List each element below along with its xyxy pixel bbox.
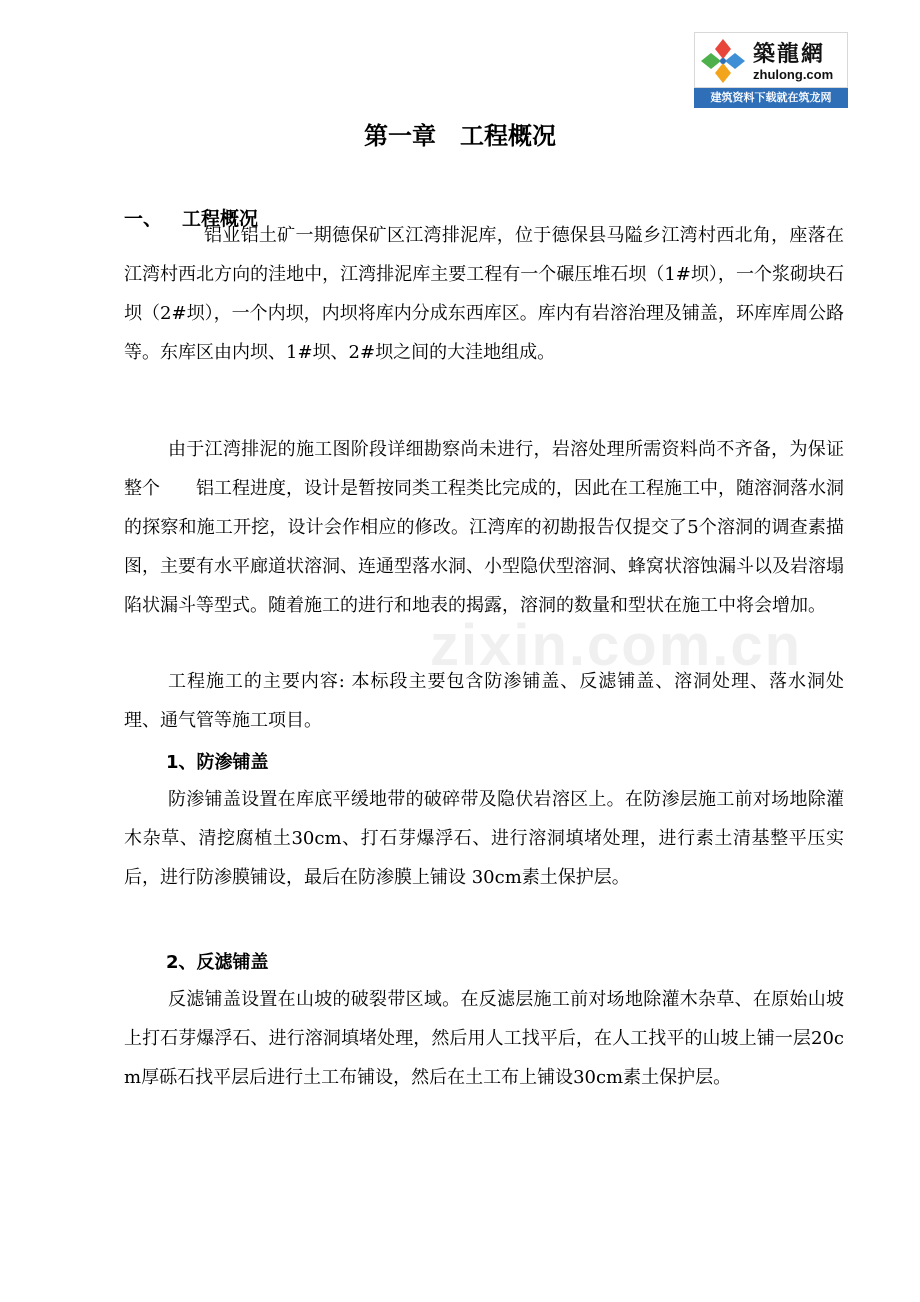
section-number: 一、 bbox=[124, 208, 163, 230]
logo-panel bbox=[694, 32, 848, 88]
paragraph-filter-blanket: 反滤铺盖设置在山坡的破裂带区域。在反滤层施工前对场地除灌木杂草、在原始山坡上打石芽爆浮石、进行溶洞填堵处理，然后用人工找平后，在人工找平的山坡上铺一层20cm厚砾石找平层后进行土工布铺设，然后在土工布上铺设30cm素土保护层。 bbox=[124, 989, 844, 1088]
paragraph-karst-survey: 由于江湾排泥的施工图阶段详细勘察尚未进行，岩溶处理所需资料尚不齐备，为保证整个 铝工程进度，设计是暂按同类工程类比完成的，因此在工程施工中，随溶洞落水洞的探察和施工开挖，设计会作相应的修改。江湾库的初勘报告仅提交了5个溶洞的调查素描图，主要有水平廊道状溶洞、连通型落水洞、小型隐伏型溶洞、蜂窝状溶蚀漏斗以及岩溶塌陷状漏斗等型式。随着施工的进行和地表的揭露，溶洞的数量和型状在施工中将会增加。 bbox=[124, 439, 844, 616]
paragraph-main-content: 工程施工的主要内容: 本标段主要包含防渗铺盖、反滤铺盖、溶洞处理、落水洞处理、通气管等施工项目。 bbox=[124, 671, 844, 731]
chapter-title: 第一章 工程概况 bbox=[364, 122, 556, 150]
zhulong-logo bbox=[694, 32, 848, 108]
subheading-filter-blanket: 2、反滤铺盖 bbox=[166, 952, 269, 973]
logo-name: 築龍網 bbox=[753, 42, 826, 67]
paragraph-seepage-blanket: 防渗铺盖设置在库底平缓地带的破碎带及隐伏岩溶区上。在防渗层施工前对场地除灌木杂草、清挖腐植土30cm、打石芽爆浮石、进行溶洞填堵处理，进行素土清基整平压实后，进行防渗膜铺设，最后在防渗膜上铺设 30cm素土保护层。 bbox=[124, 789, 844, 888]
watermark: zixin.com.cn bbox=[430, 613, 803, 678]
subheading-seepage-blanket: 1、防渗铺盖 bbox=[166, 752, 269, 773]
paragraph-project-location: 铝业铝土矿一期德保矿区江湾排泥库，位于德保县马隘乡江湾村西北角，座落在江湾村西北方向的洼地中，江湾排泥库主要工程有一个碾压堆石坝（1#坝），一个浆砌块石坝（2#坝），一个内坝，内坝将库内分成东西库区。库内有岩溶治理及铺盖，环库库周公路等。东库区由内坝、1#坝、2#坝之间的大洼地组成。 bbox=[124, 225, 844, 363]
logo-slogan: 建筑资料下载就在筑龙网 bbox=[694, 88, 848, 108]
logo-emblem-icon bbox=[699, 37, 747, 85]
logo-domain: zhulong.com bbox=[753, 67, 834, 82]
section-title: 工程概况 bbox=[182, 208, 259, 230]
